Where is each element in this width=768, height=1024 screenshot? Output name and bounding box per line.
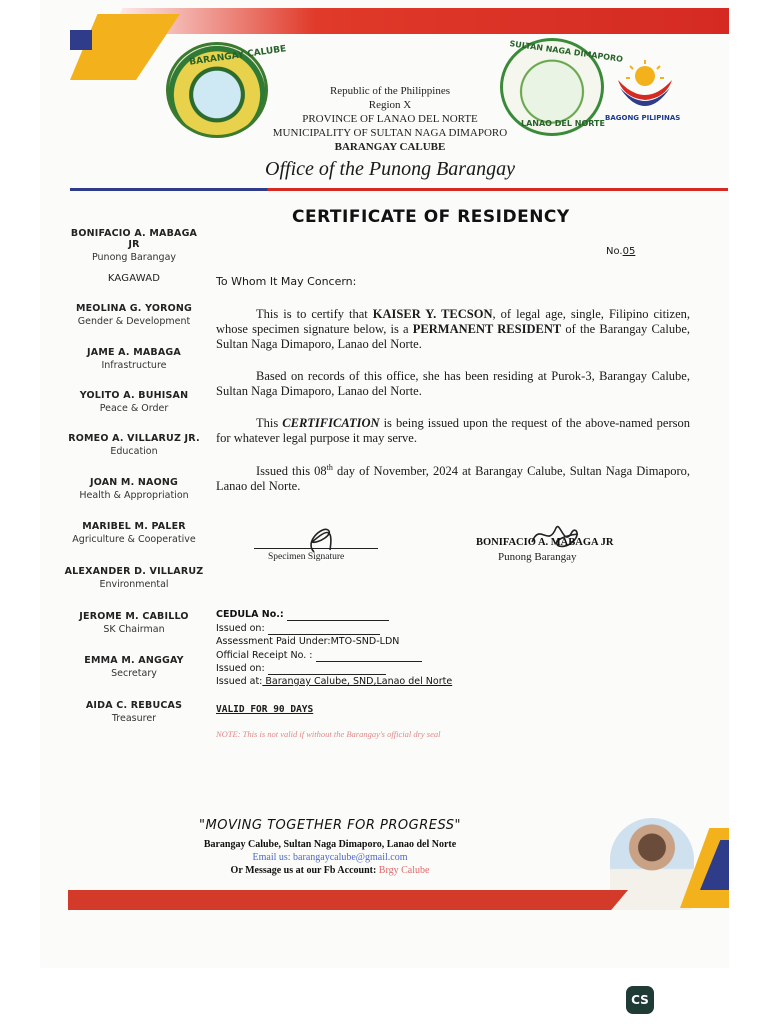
paragraph-certify	[216, 307, 690, 352]
issued-at-value: Barangay Calube, SND,Lanao del Norte	[262, 676, 453, 687]
para4-text-b: day of November, 2024 at Barangay Calube, Sultan Naga Dimaporo, Lanao del Norte.	[216, 464, 690, 494]
council-member	[64, 611, 204, 635]
council-role: Punong Barangay	[91, 252, 177, 263]
council-name: JEROME M. CABILLO	[79, 611, 189, 622]
resident-name: KAISER Y. TECSON	[372, 307, 493, 321]
header-municipality: MUNICIPALITY OF SULTAN NAGA DIMAPORO	[272, 127, 508, 139]
header-republic: Republic of the Philippines	[329, 85, 451, 97]
council-role: Health & Appropriation	[79, 490, 189, 501]
council-name: YOLITO A. BUHISAN	[79, 390, 189, 401]
council-member	[64, 477, 204, 501]
council-name: JOAN M. NAONG	[89, 477, 179, 488]
seal-left-text: BARANGAY CALUBE	[188, 44, 287, 68]
council-name: AIDA C. REBUCAS	[85, 700, 183, 711]
specimen-signature-scribble	[294, 522, 350, 556]
council-name: KAGAWAD	[107, 273, 161, 284]
issued-on2-blank	[268, 665, 386, 675]
council-name: BONIFACIO A. MABAGA JR	[70, 228, 198, 250]
council-member	[64, 433, 204, 457]
council-member	[64, 347, 204, 371]
dry-seal-note: NOTE: This is not valid if without the Barangay's official dry seal	[216, 729, 441, 739]
assessment-row: Assessment Paid Under:MTO-SND-LDN	[216, 636, 400, 647]
council-name: JAME A. MABAGA	[87, 347, 181, 358]
council-role: SK Chairman	[103, 624, 165, 635]
header-blue-stripe	[70, 30, 92, 50]
footer-address: Barangay Calube, Sultan Naga Dimaporo, Lanao del Norte	[203, 839, 457, 850]
issued-on-label: Issued on:	[216, 623, 265, 634]
specimen-signature-caption: Specimen Signature	[268, 552, 345, 562]
header-region: Region X	[368, 99, 412, 111]
para4-text-a: Issued this 08	[256, 464, 327, 479]
council-name: MEOLINA G. YORONG	[75, 303, 193, 314]
para1-text-c: of the Barangay Calube, Sultan Naga Dimaporo, Lanao del Norte.	[216, 322, 690, 351]
cedula-blank	[287, 611, 389, 621]
cedula-row	[216, 608, 389, 621]
receipt-blank	[316, 652, 422, 662]
council-role: Environmental	[99, 579, 169, 590]
para3-text-b: is being issued upon the request of the above-named person for whatever legal purpose it may serve.	[216, 416, 690, 445]
footer-red-stripe	[68, 890, 628, 910]
header-office: Office of the Punong Barangay	[265, 158, 515, 180]
validity-note: VALID FOR 90 DAYS	[216, 704, 314, 715]
council-name: MARIBEL M. PALER	[82, 521, 186, 532]
council-member	[64, 566, 204, 590]
council-heading	[64, 273, 204, 284]
footer-email: Email us: barangaycalube@gmail.com	[252, 852, 408, 863]
council-name: ALEXANDER D. VILLARUZ	[64, 566, 204, 577]
header-barangay: BARANGAY CALUBE	[334, 141, 446, 153]
facebook-label: Or Message us at our Fb Account:	[230, 865, 379, 876]
seal-right-bottom-text: LANAO DEL NORTE	[521, 119, 605, 128]
council-role: Treasurer	[111, 713, 157, 724]
council-member	[64, 303, 204, 327]
certificate-page	[40, 0, 729, 968]
bagong-pilipinas-logo	[612, 58, 678, 110]
paragraph-purpose	[216, 416, 690, 446]
facebook-account: Brgy Calube	[378, 865, 430, 876]
issued-on-row	[216, 622, 380, 635]
motto: "MOVING TOGETHER FOR PROGRESS"	[199, 818, 461, 833]
official-signature-scribble	[526, 518, 586, 554]
certification-word: CERTIFICATION	[282, 416, 380, 430]
council-role: Agriculture & Cooperative	[72, 534, 196, 545]
issued-at-row	[216, 675, 452, 688]
council-member	[64, 390, 204, 414]
document-title: CERTIFICATE OF RESIDENCY	[292, 207, 570, 227]
residency-status: PERMANENT RESIDENT	[412, 322, 562, 336]
cedula-label: CEDULA No.:	[216, 609, 284, 620]
paragraph-issued	[216, 460, 690, 494]
official-name: BONIFACIO A. MABAGA JR	[476, 537, 614, 548]
issued-at-label: Issued at:	[216, 676, 263, 687]
camscanner-badge[interactable]: CS	[626, 986, 654, 1014]
council-name: ROMEO A. VILLARUZ JR.	[68, 433, 200, 444]
salutation: To Whom It May Concern:	[216, 275, 357, 288]
council-name: EMMA M. ANGGAY	[84, 655, 184, 666]
council-role: Peace & Order	[99, 403, 169, 414]
certificate-number	[606, 246, 635, 257]
official-title: Punong Barangay	[498, 551, 577, 563]
receipt-row	[216, 649, 422, 662]
seal-right-text: SULTAN NAGA DIMAPORO	[508, 39, 624, 64]
para1-text-b: , of legal age, single, Filipino citizen, whose specimen signature below, is a	[216, 307, 690, 336]
header-province: PROVINCE OF LANAO DEL NORTE	[302, 113, 478, 125]
footer-facebook	[160, 864, 500, 877]
receipt-label: Official Receipt No. :	[216, 650, 313, 661]
header-divider	[70, 188, 728, 191]
issued-on2-row	[216, 662, 386, 675]
paragraph-records: Based on records of this office, she has been residing at Purok-3, Barangay Calube, Sultan Naga Dimaporo, Lanao del Norte.	[216, 369, 690, 398]
certificate-number-label: No.	[606, 246, 623, 257]
council-member	[64, 655, 204, 679]
para1-text-a: This is to certify that	[256, 307, 373, 321]
council-member	[64, 521, 204, 545]
para4-ordinal: th	[326, 463, 333, 472]
council-member	[64, 228, 204, 263]
council-role: Secretary	[111, 668, 157, 679]
para3-text-a: This	[256, 416, 283, 430]
issued-on-blank	[268, 625, 380, 635]
issued-on2-label: Issued on:	[216, 663, 265, 674]
certificate-number-value: 05	[622, 246, 636, 257]
bagong-pilipinas-label: BAGONG PILIPINAS	[605, 114, 681, 122]
council-role: Education	[110, 446, 158, 457]
specimen-signature-line	[254, 548, 378, 549]
council-role: Gender & Development	[77, 316, 191, 327]
council-role: Infrastructure	[101, 360, 167, 371]
council-member	[64, 700, 204, 724]
